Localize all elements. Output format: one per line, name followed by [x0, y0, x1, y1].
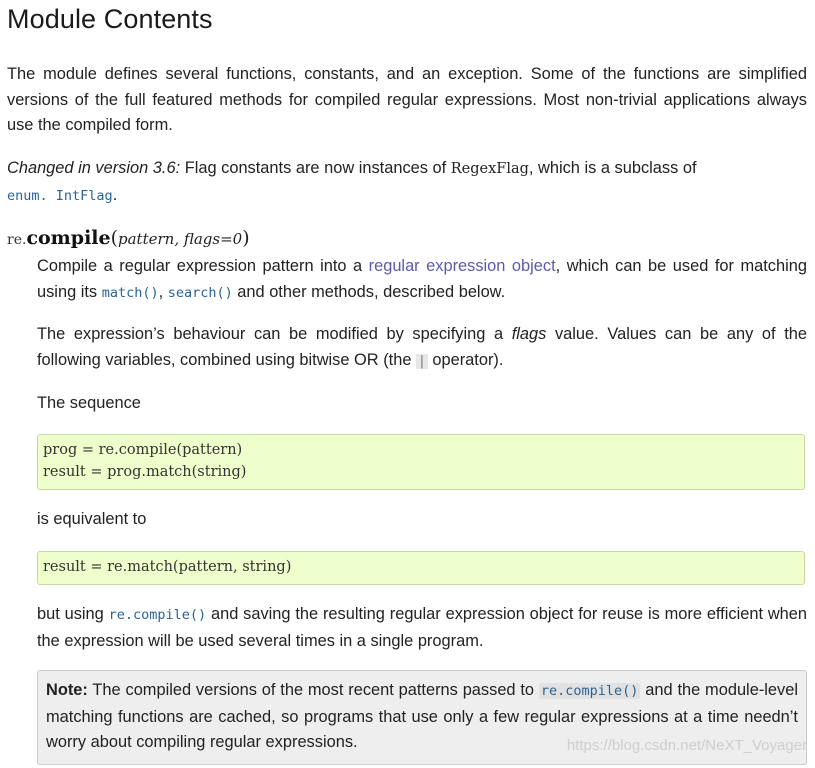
enum-intflag-link[interactable]: enum. IntFlag — [7, 187, 113, 204]
reuse-description: but using re.compile() and saving the resulting regular expression object for reuse is more efficient when the expression will be used several times in a single program. — [37, 605, 808, 650]
code-block-equivalent — [37, 551, 805, 585]
re-compile-link[interactable]: re.compile() — [108, 607, 207, 623]
version-changed-note — [7, 156, 807, 209]
note-re-compile-link[interactable]: re.compile() — [540, 683, 639, 699]
signature-close-paren: ) — [242, 227, 250, 249]
signature-open-paren: ( — [110, 227, 119, 249]
code-block-sequence — [37, 434, 805, 490]
signature-name: compile — [26, 227, 111, 249]
signature-prefix: re. — [7, 232, 27, 248]
code-line: result = re.match(pattern, string) — [43, 559, 292, 575]
note-box: Note: The compiled versions of the most recent patterns passed to re.compile() and the module-level matching functions are cached, so programs that use only a few regular expressions at a time needn’t worry about compiling regular expressions. — [37, 670, 807, 765]
code-line: result = prog.match(string) — [43, 464, 247, 480]
pipe-operator-code: | — [418, 353, 426, 369]
note-label: Note: — [46, 681, 88, 699]
version-changed-text-2: , which is a subclass of — [528, 159, 697, 177]
version-changed-text-1: Flag constants are now instances of — [180, 159, 451, 177]
equivalent-label: is equivalent to — [37, 510, 147, 528]
section-heading: Module Contents — [7, 4, 213, 34]
sequence-label: The sequence — [37, 394, 141, 412]
intro-paragraph: The module defines several functions, constants, and an exception. Some of the functions are simplified versions of the full featured methods for compiled regular expressions. Most non-trivial applications always use the compiled form. — [7, 65, 807, 134]
flags-term: flags — [511, 325, 547, 343]
version-changed-text-3: . — [112, 185, 118, 204]
regexflag-code: RegexFlag — [450, 161, 529, 177]
watermark: https://blog.csdn.net/NeXT_Voyager — [566, 737, 807, 754]
match-link[interactable]: match() — [101, 284, 159, 301]
function-signature — [7, 227, 250, 249]
version-changed-label: Changed in version 3.6: — [7, 159, 181, 177]
regex-object-link[interactable]: regular expression object — [368, 257, 556, 275]
flags-description: The expression’s behaviour can be modified by specifying a flags value. Values can be any of the following variables, combined using bitwise OR (the | operator). — [37, 325, 807, 369]
signature-params: pattern, flags=0 — [118, 230, 243, 248]
code-line: prog = re.compile(pattern) — [43, 442, 243, 458]
search-link[interactable]: search() — [167, 284, 233, 301]
compile-description: Compile a regular expression pattern into a regular expression object, which can be used for matching using its match(), search() and other methods, described below. — [37, 257, 807, 301]
